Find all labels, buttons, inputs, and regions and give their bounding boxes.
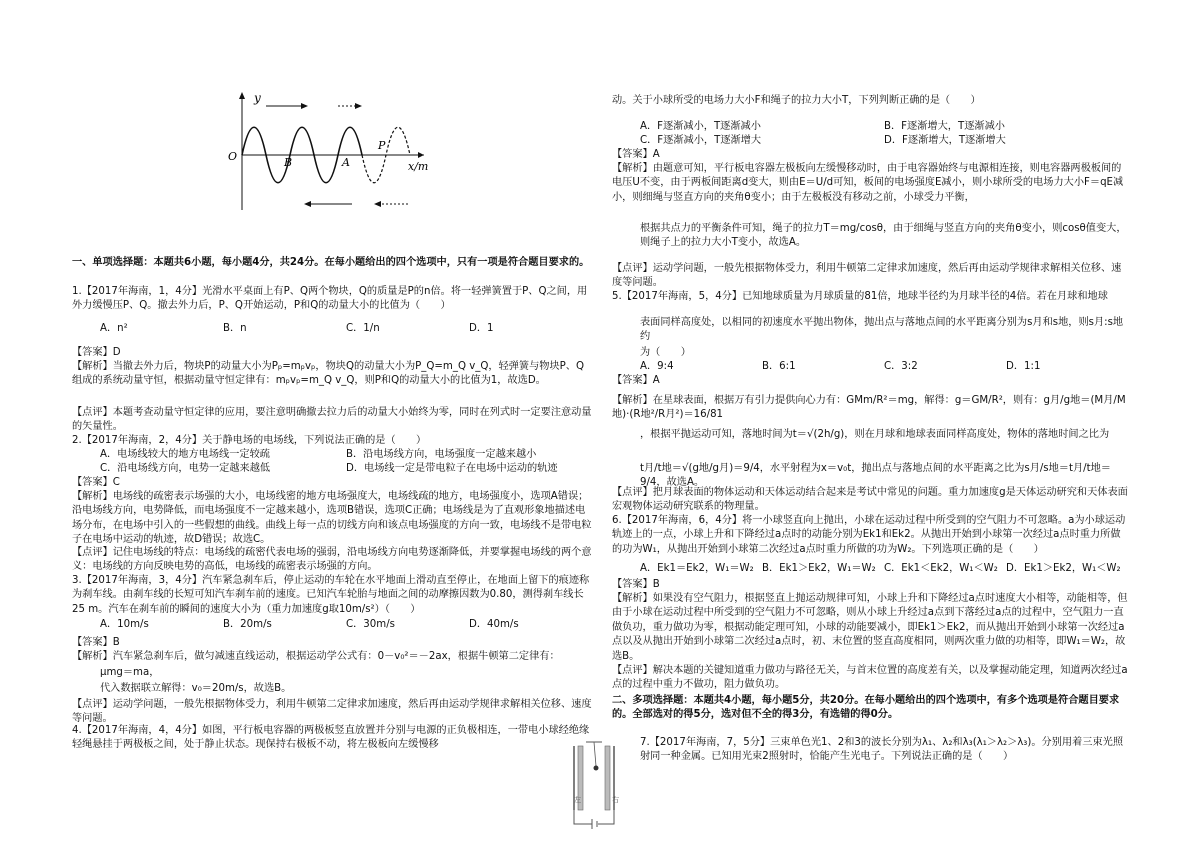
q5-analysis-3: t月/t地＝√(g地/g月)＝9/4，水平射程为x＝v₀t，抛出点与落地点间的水平距离之比为s月/s地＝t月/t地＝9/4，故选A。 xyxy=(640,463,1111,489)
q7-stem: 7.【2017年海南，7，5分】三束单色光1、2和3的波长分别为λ₁、λ₂和λ₃(λ₁＞λ₂＞λ₃)。分别用着三束光照射同一种金属。已知用光束2照射时，恰能产生光电子。下列说法正确的是（ ） xyxy=(640,737,1124,763)
q2-option-c: C．沿电场线方向，电势一定越来越低 xyxy=(100,463,271,475)
q5-options xyxy=(612,360,1128,374)
q1-option-b: B．n xyxy=(223,323,247,334)
q2-answer: 【答案】C xyxy=(72,477,120,488)
q4-option-c: C．F逐渐减小，T逐渐增大 xyxy=(640,135,762,147)
q3-stem: 3.【2017年海南，3，4分】汽车紧急刹车后，停止运动的车轮在水平地面上滑动直至停止，在地面上留下的痕迹称为刹车线。由刹车线的长短可知汽车刹车前的速度。已知汽车轮胎与地面之间的动摩擦因数为0.80，测得刹车线长25 m。汽车在刹车前的瞬间的速度大小为（重力加速度g取10m/s²）（ ） xyxy=(72,575,590,615)
x-axis-label: x/m xyxy=(408,160,429,173)
q6-analysis: 【解析】如果没有空气阻力，根据竖直上抛运动规律可知，小球上升和下降经过a点时速度大小相等，动能相等，但由于小球在运动过程中所受到的空气阻力不可忽略，则从小球上升经过a点到下落经过a点的过程中，空气阻力一直做负功，重力做功为零，根据动能定理可知，小球的动能要减小，即Ek1＞Ek2，而从抛出开始到小球第一次经过a点以及从抛出开始到小球第二次经过a点时，初、末位置的竖直高度相同，则两次重力做的功相等，即W₁＝W₂，故选B。 xyxy=(612,593,1128,662)
q3-analysis-3: 代入数据联立解得：v₀＝20m/s，故选B。 xyxy=(100,683,292,694)
q3-option-d: D．40m/s xyxy=(469,619,519,630)
q5-stem-3: 为（ ） xyxy=(640,347,691,358)
q5-answer: 【答案】A xyxy=(612,375,660,386)
q4-option-b: B．F逐渐增大，T逐渐减小 xyxy=(884,121,1005,132)
q5-analysis-1: 【解析】在星球表面，根据万有引力提供向心力有：GMm/R²＝mg，解得：g＝GM/R²，则有：g月/g地＝(M月/M地)·(R地²/R月²)＝16/81 xyxy=(612,395,1126,421)
q2-analysis: 【解析】电场线的疏密表示场强的大小，电场线密的地方电场强度大，电场线疏的地方，电场强度小，选项A错误；沿电场线方向，电势降低，而电场强度不一定越来越小，选项B错误，选项C正确；电场线是为了直观形象地描述电场分布，在电场中引入的一些假想的曲线。曲线上每一点的切线方向和该点电场强度的方向一致，电场线不是带电粒子在电场中运动的轨迹，故D错误；故选C。 xyxy=(72,491,592,546)
wave-figure xyxy=(228,88,438,218)
q6-answer: 【答案】B xyxy=(612,579,660,590)
q4-options xyxy=(612,120,1128,149)
q5-option-b: B．6:1 xyxy=(762,361,796,372)
q5-comment: 【点评】把月球表面的物体运动和天体运动结合起来是考试中常见的问题。重力加速度g是天体运动研究和天体表面宏观物体运动研究联系的物理量。 xyxy=(612,487,1128,513)
q1-comment: 【点评】本题考查动量守恒定律的应用，要注意明确撤去拉力后的动量大小始终为零，同时在列式时一定要注意动量的矢量性。 xyxy=(72,407,592,433)
q5-analysis-2: ，根据平抛运动可知，落地时间为t＝√(2h/g)，则在月球和地球表面同样高度处，物体的落地时间之比为 xyxy=(640,429,1110,440)
section-single-choice: 一、单项选择题：本题共6小题，每小题4分，共24分。在每小题给出的四个选项中，只有一项是符合题目要求的。 xyxy=(72,257,590,268)
y-axis-label: y xyxy=(254,91,261,105)
q2-option-a: A．电场线较大的地方电场线一定较疏 xyxy=(100,449,270,460)
q1-option-d: D．1 xyxy=(469,323,494,334)
q4-comment: 【点评】运动学问题，一般先根据物体受力，利用牛顿第二定律求加速度，然后再由运动学规律求解相关位移、速度等问题。 xyxy=(612,263,1122,289)
q4-analysis-1: 【解析】由题意可知，平行板电容器左极板向左缓慢移动时，由于电容器始终与电源相连接，则电容器两极板间的电压U不变，由于两板间距离d变大，则由E＝U/d可知，板间的电场强度E减小，则小球所受的电场力大小F＝qE减小，则细绳与竖直方向的夹角θ变小；由于左极板没有移动之前，小球受力平衡， xyxy=(612,163,1124,203)
q6-stem: 6.【2017年海南，6，4分】将一小球竖直向上抛出，小球在运动过程中所受到的空气阻力不可忽略。a为小球运动轨迹上的一点，小球上升和下降经过a点时的动能分别为Ek1和Ek2。从抛出开始到小球第一次经过a点时重力所做的功为W₁，从抛出开始到小球第二次经过a点时重力所做的功为W₂。下列选项正确的是（ ） xyxy=(612,515,1126,555)
q6-option-a: A．Ek1＝Ek2，W₁＝W₂ xyxy=(640,563,754,574)
q2-option-b: B．沿电场线方向，电场强度一定越来越小 xyxy=(346,449,537,460)
q2-option-d: D．电场线一定是带电粒子在电场中运动的轨迹 xyxy=(346,463,558,475)
q1-analysis: 【解析】当撤去外力后，物块P的动量大小为Pₚ=mₚvₚ，物块Q的动量大小为P_Q=m_Q v_Q，轻弹簧与物块P、Q组成的系统动量守恒，根据动量守恒定律有：mₚvₚ=m_Q v_Q，则P和Q的动量大小的比值为1，故选D。 xyxy=(72,361,584,387)
q5-option-a: A．9:4 xyxy=(640,361,674,372)
q2-stem: 2.【2017年海南，2，4分】关于静电场的电场线，下列说法正确的是（ ） xyxy=(72,435,427,446)
q3-answer: 【答案】B xyxy=(72,637,120,648)
q3-option-b: B．20m/s xyxy=(223,619,272,630)
left-plate-label: 左 xyxy=(574,796,581,804)
point-b-label: B xyxy=(284,156,293,169)
q6-option-b: B．Ek1＞Ek2，W₁＝W₂ xyxy=(762,563,876,574)
origin-label: O xyxy=(228,150,238,163)
q5-option-d: D．1:1 xyxy=(1006,361,1041,372)
q3-option-a: A．10m/s xyxy=(100,619,149,630)
q6-option-c: C．Ek1＜Ek2，W₁＜W₂ xyxy=(884,563,998,574)
q3-option-c: C．30m/s xyxy=(346,619,395,630)
q1-option-c: C．1/n xyxy=(346,323,380,334)
q5-option-c: C．3:2 xyxy=(884,361,918,372)
q5-stem-2: 表面同样高度处，以相同的初速度水平抛出物体，抛出点与落地点间的水平距离分别为s月和s地，则s月:s地约 xyxy=(640,317,1124,343)
q3-analysis-1: 【解析】汽车紧急刹车后，做匀减速直线运动，根据运动学公式有：0－v₀²＝－2ax，根据牛顿第二定律有： xyxy=(72,651,560,662)
q2-comment: 【点评】记住电场线的特点：电场线的疏密代表电场的强弱，沿电场线方向电势逐渐降低，并要掌握电场线的两个意义：电场线的方向反映电势的高低，电场线的疏密表示场强的方向。 xyxy=(72,547,592,573)
q4-option-d: D．F逐渐增大，T逐渐增大 xyxy=(884,135,1006,147)
q3-comment: 【点评】运动学问题，一般先根据物体受力，利用牛顿第二定律求加速度，然后再由运动学规律求解相关位移、速度等问题。 xyxy=(72,699,592,725)
q1-options xyxy=(72,322,592,336)
q1-answer: 【答案】D xyxy=(72,347,121,358)
q2-options xyxy=(72,448,592,477)
q4-continued: 动。关于小球所受的电场力大小F和绳子的拉力大小T，下列判断正确的是（ ） xyxy=(612,95,981,106)
q1-option-a: A．n² xyxy=(100,323,128,334)
point-p-label: P xyxy=(378,139,386,152)
q5-stem-1: 5.【2017年海南，5，4分】已知地球质量为月球质量的81倍，地球半径约为月球半径的4倍。若在月球和地球 xyxy=(612,291,1108,302)
section-multi-choice: 二、多项选择题：本题共4小题，每小题5分，共20分。在每小题给出的四个选项中，有多个选项是符合题目要求的。全部选对的得5分，选对但不全的得3分，有选错的得0分。 xyxy=(612,695,1120,721)
q1-stem: 1.【2017年海南，1，4分】光滑水平桌面上有P、Q两个物块，Q的质量是P的n倍。将一轻弹簧置于P、Q之间，用外力缓慢压P、Q。撤去外力后，P、Q开始运动，P和Q的动量大小的比值为（ ） xyxy=(72,286,588,312)
q4-option-a: A．F逐渐减小，T逐渐减小 xyxy=(640,121,761,132)
q6-options xyxy=(612,562,1128,576)
point-a-label: A xyxy=(342,156,350,169)
q6-comment: 【点评】解决本题的关键知道重力做功与路径无关，与首末位置的高度差有关，以及掌握动能定理，知道两次经过a点的过程中重力不做功，阻力做负功。 xyxy=(612,665,1128,691)
q3-options xyxy=(72,618,592,632)
q4-analysis-2: 根据共点力的平衡条件可知，绳子的拉力T＝mg/cosθ，由于细绳与竖直方向的夹角θ变小，则cosθ值变大，则绳子上的拉力大小T变小，故选A。 xyxy=(640,223,1127,249)
q3-analysis-2: μmg＝ma， xyxy=(100,667,160,678)
q4-answer: 【答案】A xyxy=(612,149,660,160)
q6-option-d: D．Ek1＞Ek2，W₁＜W₂ xyxy=(1006,563,1121,574)
right-plate-label: 右 xyxy=(612,796,619,804)
q4-stem: 4.【2017年海南，4，4分】如图，平行板电容器的两极板竖直放置并分别与电源的正负极相连，一带电小球经绝缘轻绳悬挂于两极板之间，处于静止状态。现保持右极板不动，将左极板向左缓慢移 xyxy=(72,725,590,751)
